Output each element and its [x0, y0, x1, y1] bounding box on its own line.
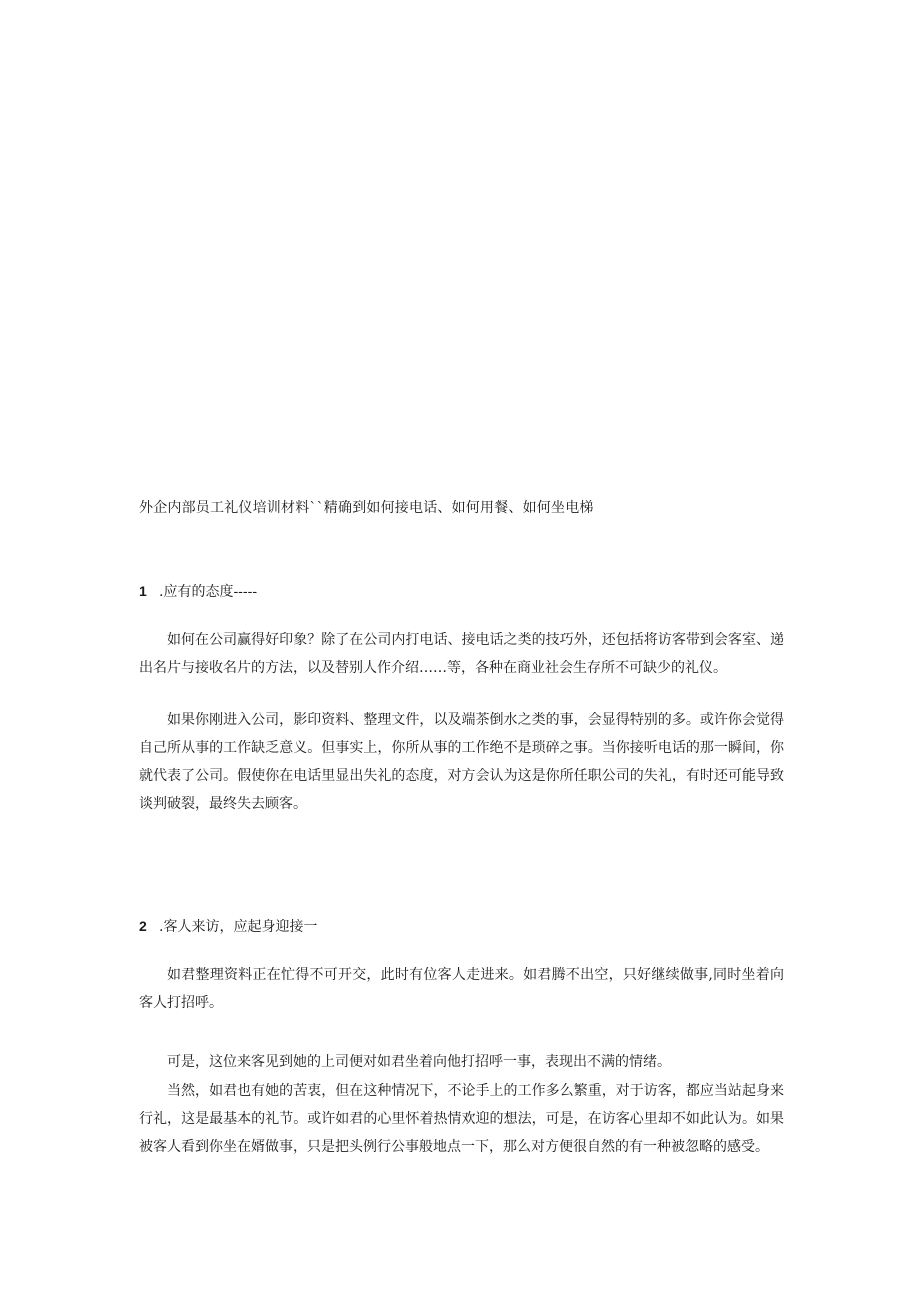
paragraph: 当然，如君也有她的苦衷，但在这种情况下，不论手上的工作多么繁重，对于访客，都应当站起身来行礼，这是最基本的礼节。或许如君的心里怀着热情欢迎的想法，可是，在访客心里却不如此认为。如果被客人看到你坐在婿做事，只是把头例行公事般地点一下，那么对方便很自然的有一种被忽略的感受。: [139, 1083, 784, 1155]
section-heading-1: [139, 581, 257, 601]
section-heading-2: [139, 916, 317, 936]
document-title: 外企内部员工礼仪培训材料``精确到如何接电话、如何用餐、如何坐电梯: [139, 500, 594, 516]
section-title: .客人来访，应起身迎接一: [159, 919, 318, 935]
paragraph: 如君整理资料正在忙得不可开交，此时有位客人走进来。如君腾不出空，只好继续做事,同时坐着向客人打招呼。: [139, 967, 784, 1011]
section-title: .应有的态度-----: [159, 584, 258, 600]
section-number: 2: [139, 918, 147, 934]
paragraph: 如果你刚进入公司，影印资料、整理文件，以及端茶倒水之类的事，会显得特别的多。或许你会觉得自己所从事的工作缺乏意义。但事实上，你所从事的工作绝不是琐碎之事。当你接听电话的那一瞬间，你就代表了公司。假使你在电话里显出失礼的态度，对方会认为这是你所任职公司的失礼，有时还可能导致谈判破裂，最终失去顾客。: [139, 712, 784, 812]
paragraph: 如何在公司赢得好印象？除了在公司内打电话、接电话之类的技巧外，还包括将访客带到会客室、递出名片与接收名片的方法，以及替别人作介绍……等，各种在商业社会生存所不可缺少的礼仪。: [139, 632, 784, 676]
paragraph: 可是，这位来客见到她的上司便对如君坐着向他打招呼一事，表现出不满的情绪。: [167, 1054, 671, 1070]
section-number: 1: [139, 583, 147, 599]
